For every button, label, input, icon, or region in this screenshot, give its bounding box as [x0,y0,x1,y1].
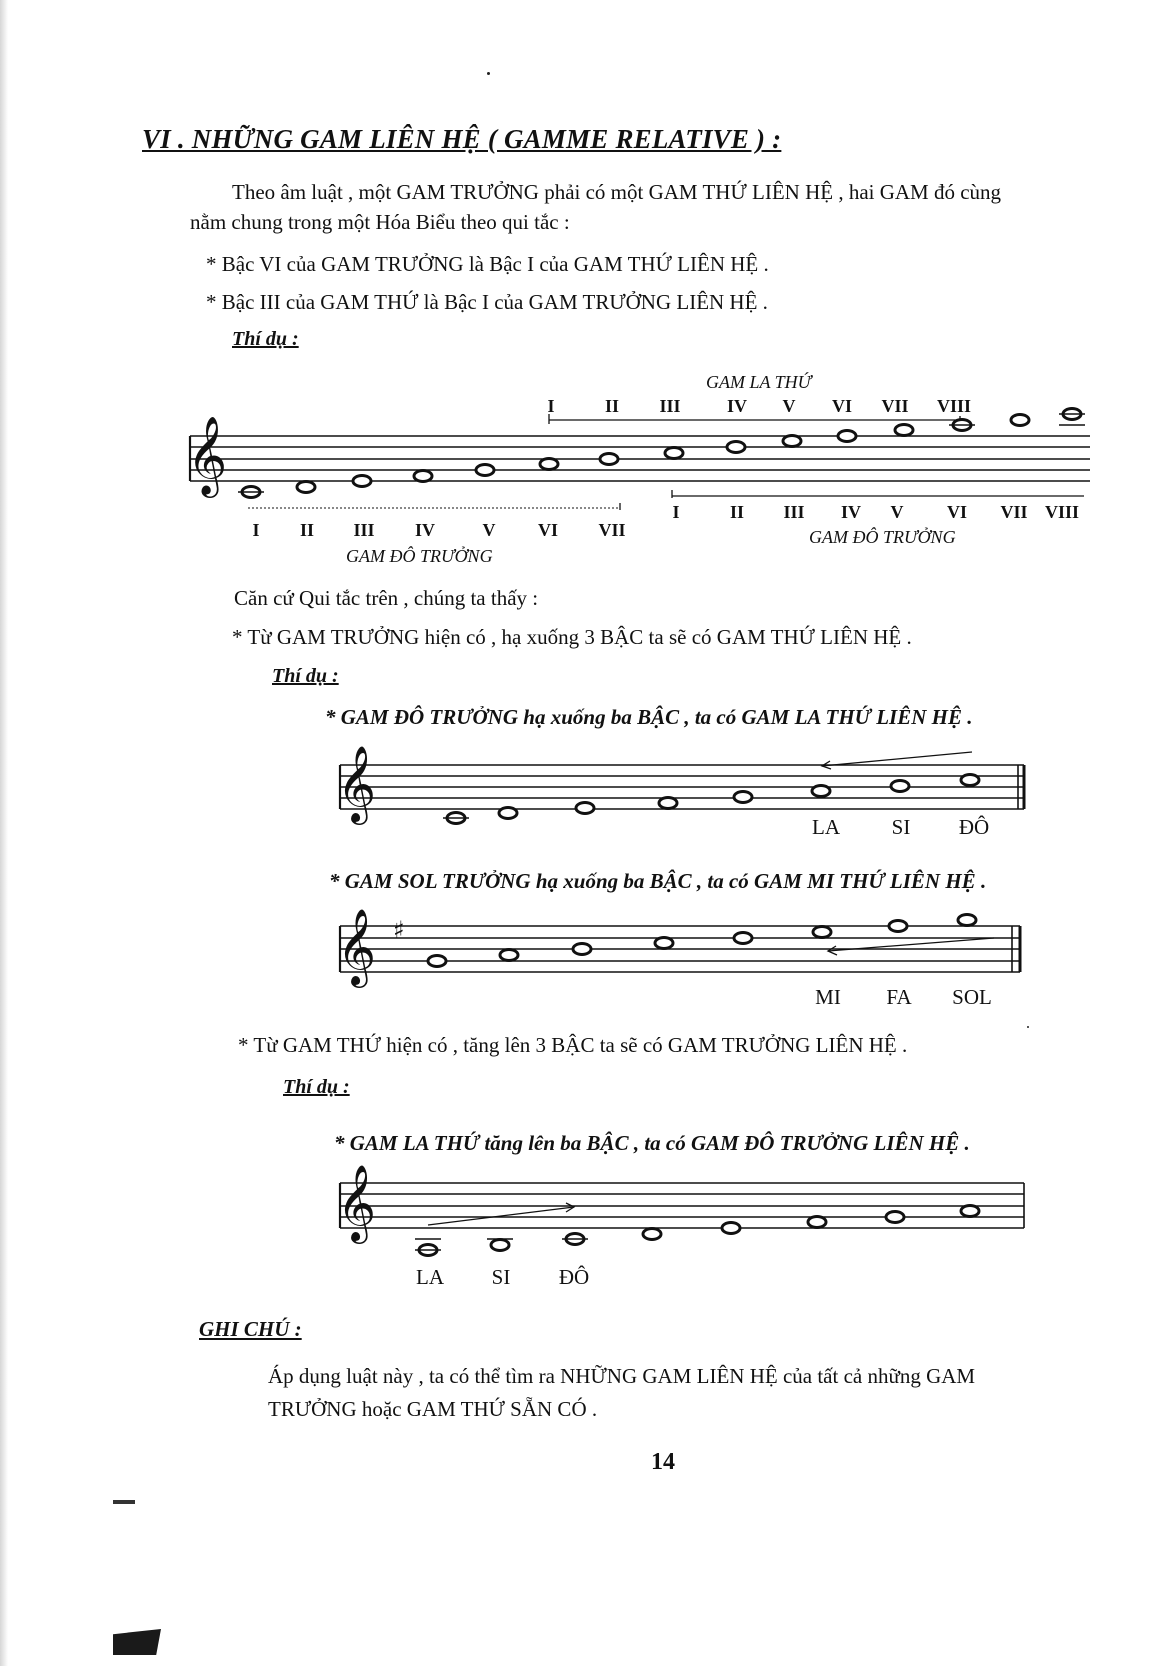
scan-mark [113,1500,135,1504]
degree-bottom-right: II [729,502,745,522]
degree-bottom-right: I [672,502,680,522]
degree-top: VII [881,396,909,416]
rule-1: * Bậc VI của GAM TRƯỞNG là Bậc I của GAM THỨ LIÊN HỆ . [206,252,769,276]
note-name: LA [812,815,840,839]
degree-bottom-right: VI [946,502,968,522]
degree-top: VIII [936,396,972,416]
note [886,1212,904,1223]
note [491,1240,509,1251]
degree-bottom-left: VII [598,520,626,540]
rule-2: * Bậc III của GAM THỨ là Bậc I của GAM TRƯỞNG LIÊN HỆ . [206,290,768,314]
degree-bottom-right: VIII [1044,502,1080,522]
scan-speck [487,72,490,75]
caption-gam-la-thu: GAM LA THỨ [706,372,812,392]
intro-line-1: Theo âm luật , một GAM TRƯỞNG phải có một GAM THỨ LIÊN HỆ , hai GAM đó cùng [232,180,1002,204]
caption-gam-do-truong-right: GAM ĐÔ TRƯỞNG [809,527,956,547]
example-heading-b: * GAM SOL TRƯỞNG hạ xuống ba BẬC , ta có GAM MI THỨ LIÊN HỆ . [329,869,987,893]
note-line-2: TRƯỞNG hoặc GAM THỨ SẴN CÓ . [268,1397,598,1421]
degree-bottom-left: IV [414,520,436,540]
degree-bottom-left: VI [537,520,559,540]
degree-bottom-right: IV [840,502,862,522]
conclusion-2: * Từ GAM THỨ hiện có , tăng lên 3 BẬC ta sẽ có GAM TRƯỞNG LIÊN HỆ . [238,1033,908,1057]
degree-bottom-right: VII [1000,502,1028,522]
degree-top: IV [726,396,748,416]
note-name: LA [416,1265,444,1289]
caption-gam-do-truong-left: GAM ĐÔ TRƯỞNG [346,546,493,566]
intro-line-2: nằm chung trong một Hóa Biểu theo qui tắc : [190,210,570,234]
note-line-1: Áp dụng luật này , ta có thể tìm ra NHỮNG GAM LIÊN HỆ của tất cả những GAM [268,1364,976,1388]
degree-bottom-right: V [890,502,904,522]
page-number: 14 [651,1449,675,1475]
note [722,1223,740,1234]
example-label: Thí dụ : [232,328,299,350]
degree-top: VI [831,396,853,416]
degree-bottom-left: V [482,520,496,540]
scan-speck [1027,1026,1029,1028]
degree-bottom-left: II [299,520,315,540]
conclusion-intro: Căn cứ Qui tắc trên , chúng ta thấy : [234,586,539,610]
treble-clef-icon: 𝄞 [187,416,228,495]
degree-top: V [782,396,796,416]
note-name: SI [491,1265,511,1289]
degree-top: I [547,396,555,416]
degree-bottom-right: III [783,502,805,522]
note-name: MI [815,985,841,1009]
degree-top: II [604,396,620,416]
note-name: ĐÔ [958,815,990,839]
note-name: ĐÔ [558,1265,590,1289]
section-title: VI . NHỮNG GAM LIÊN HỆ ( GAMME RELATIVE ) : [142,124,782,154]
degree-top: III [659,396,681,416]
treble-clef-icon: 𝄞 [337,1164,377,1241]
note-label: GHI CHÚ : [199,1317,302,1341]
example-label-3: Thí dụ : [283,1076,350,1098]
example-label-2: Thí dụ : [272,665,339,687]
degree-bottom-left: I [252,520,260,540]
conclusion-1: * Từ GAM TRƯỞNG hiện có , hạ xuống 3 BẬC ta sẽ có GAM THỨ LIÊN HỆ . [232,625,912,649]
sharp-icon: ♯ [393,916,405,944]
treble-clef-icon: 𝄞 [337,745,377,822]
note [808,1217,826,1228]
note [643,1229,661,1240]
note-name: SOL [952,985,992,1009]
note-name: FA [886,985,912,1009]
note-name: SI [891,815,911,839]
note [961,1206,979,1217]
scan-edge-mark [0,0,8,1666]
treble-clef-icon: 𝄞 [337,908,377,985]
example-heading-a: * GAM ĐÔ TRƯỞNG hạ xuống ba BẬC , ta có GAM LA THỨ LIÊN HỆ . [325,705,973,729]
degree-bottom-left: III [353,520,375,540]
example-heading-c: * GAM LA THỨ tăng lên ba BẬC , ta có GAM ĐÔ TRƯỞNG LIÊN HỆ . [334,1131,970,1155]
